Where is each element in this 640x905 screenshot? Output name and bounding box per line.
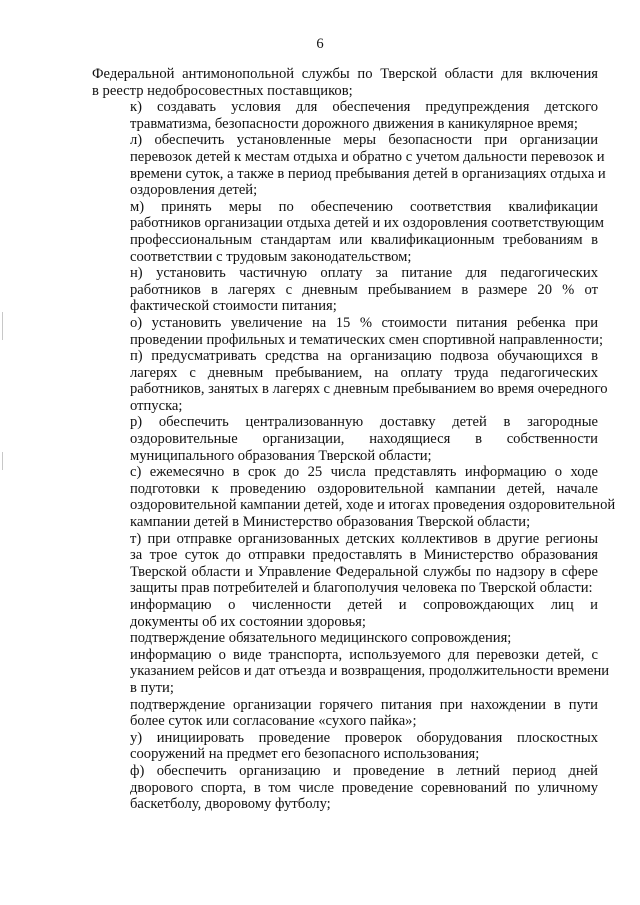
text-line: более суток или согласование «сухого пайка»;: [130, 713, 417, 730]
paragraph: [92, 198, 605, 265]
text-line: т) при отправке организованных детских коллективов в другие регионы: [130, 530, 598, 547]
text-line: к) создавать условия для обеспечения предупреждения детского: [130, 99, 598, 116]
text-line: лагерях с дневным пребыванием, на оплату труда педагогических: [130, 364, 598, 381]
paragraph: [92, 630, 598, 647]
text-line: оздоровления детей;: [130, 182, 258, 199]
text-line: ф) обеспечить организацию и проведение в летний период дней: [130, 762, 598, 779]
text-line: времени суток, а также в период пребывания детей в организациях отдыха и: [130, 165, 606, 182]
paragraph: [92, 265, 598, 315]
text-line: о) установить увеличение на 15 % стоимости питания ребенка при: [130, 314, 598, 331]
text-line: оздоровительной кампании детей, ходе и итогах проведения оздоровительной: [130, 497, 616, 514]
paragraph: [92, 697, 598, 730]
paragraph: [92, 314, 603, 348]
text-line: Тверской области и Управление Федеральной службы по надзору в сфере: [130, 563, 598, 580]
paragraph: [92, 99, 598, 132]
paragraph: [92, 132, 606, 199]
text-line: подготовки к проведению оздоровительной кампании детей, начале: [130, 480, 598, 497]
text-line: перевозок детей к местам отдыха и обратно с учетом дальности перевозок и: [130, 148, 605, 165]
text-line: защиты прав потребителей и благополучия человека по Тверской области:: [130, 580, 593, 597]
scan-edge-mark: [2, 452, 3, 470]
paragraph: [92, 66, 598, 99]
text-line: фактической стоимости питания;: [130, 298, 337, 315]
text-line: дворового спорта, в том числе проведение соревнований по уличному: [130, 779, 598, 796]
text-line: оздоровительные организации, находящиеся в собственности: [130, 431, 598, 448]
paragraph: [92, 464, 616, 531]
paragraph: [92, 414, 598, 464]
paragraph: [92, 646, 610, 697]
page-number: 6: [316, 36, 324, 52]
text-line: Федеральной антимонопольной службы по Тверской области для включения: [92, 66, 598, 82]
scan-edge-mark: [2, 312, 3, 340]
paragraph: [92, 763, 598, 813]
paragraph: [92, 348, 608, 414]
text-line: у) инициировать проведение проверок оборудования плоскостных: [130, 729, 598, 746]
text-line: м) принять меры по обеспечению соответствия квалификации: [130, 198, 598, 215]
text-line: в реестр недобросовестных поставщиков;: [92, 82, 353, 99]
text-line: л) обеспечить установленные меры безопасности при организации: [130, 132, 598, 149]
text-line: информацию о виде транспорта, используемого для перевозки детей, с: [130, 646, 598, 663]
text-line: подтверждение обязательного медицинского сопровождения;: [130, 630, 512, 647]
paragraph: [92, 730, 598, 763]
text-line: муниципального образования Тверской области;: [130, 447, 432, 464]
text-line: работников, занятых в лагерях с дневным пребыванием во время очередного: [130, 381, 608, 398]
paragraph: [92, 597, 598, 630]
text-line: с) ежемесячно в срок до 25 числа представлять информацию о ходе: [130, 464, 598, 481]
document-body: [92, 66, 616, 813]
text-line: в пути;: [130, 679, 174, 696]
text-line: р) обеспечить централизованную доставку детей в загородные: [130, 414, 598, 431]
text-line: работников организации отдыха детей и их оздоровления соответствующим: [130, 215, 605, 232]
text-line: кампании детей в Министерство образования Тверской области;: [130, 514, 531, 531]
text-line: баскетболу, дворовому футболу;: [130, 796, 331, 813]
text-line: документы об их состоянии здоровья;: [130, 613, 366, 630]
text-line: указанием рейсов и дат отъезда и возвращения, продолжительности времени: [130, 663, 610, 680]
text-line: проведении профильных и тематических смен спортивной направленности;: [130, 331, 603, 348]
text-line: сооружений на предмет его безопасного использования;: [130, 746, 480, 763]
text-line: профессиональным стандартам или квалификационным требованиям в: [130, 231, 598, 248]
text-line: работников в лагерях с дневным пребыванием в размере 20 % от: [130, 281, 598, 298]
text-line: отпуска;: [130, 397, 183, 414]
text-line: за трое суток до отправки предоставлять в Министерство образования: [130, 547, 598, 564]
text-line: соответствии с трудовым законодательством;: [130, 248, 412, 265]
text-line: травматизма, безопасности дорожного движения в каникулярное время;: [130, 115, 578, 132]
text-line: п) предусматривать средства на организацию подвоза обучающихся в: [130, 348, 598, 365]
paragraph: [92, 531, 598, 597]
text-line: подтверждение организации горячего питания при нахождении в пути: [130, 696, 598, 713]
text-line: н) установить частичную оплату за питание для педагогических: [130, 265, 598, 282]
text-line: информацию о численности детей и сопровождающих лиц и: [130, 597, 598, 613]
